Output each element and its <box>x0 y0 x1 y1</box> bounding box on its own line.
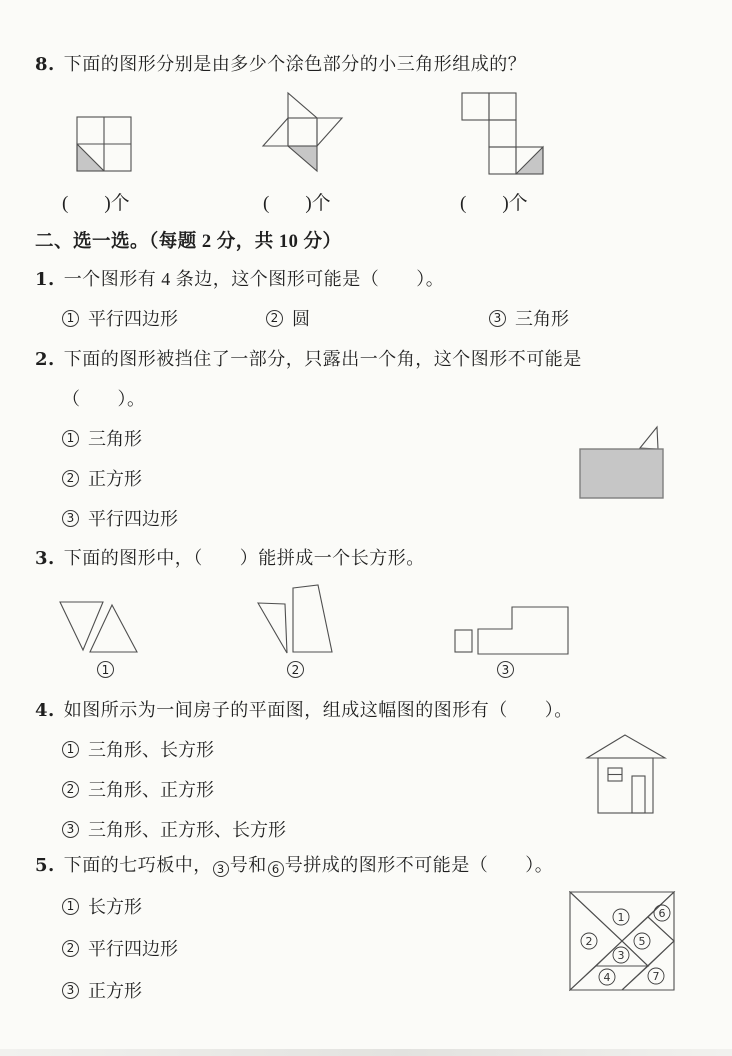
question-4 <box>35 696 573 722</box>
triangle-trapezoid-figure <box>253 580 341 660</box>
option-1-label: 三角形 <box>88 429 142 449</box>
q2-option-1 <box>62 425 142 451</box>
question-3-number: 3. <box>35 548 55 569</box>
question-5-text-p2: 号和 <box>229 855 267 875</box>
tangram-piece-5 <box>622 917 674 966</box>
tangram-label-1 <box>613 909 629 925</box>
circled-3: 3 <box>213 861 229 877</box>
q4-option-1 <box>62 736 214 762</box>
option-3-label: 平行四边形 <box>88 509 178 529</box>
tangram-label-4 <box>599 969 615 985</box>
covered-shape-figure <box>575 421 675 505</box>
q4-option-2 <box>62 776 214 802</box>
step-squares-figure <box>460 91 545 176</box>
option-2-label: 正方形 <box>88 469 142 489</box>
svg-text:1: 1 <box>617 911 625 924</box>
option-1-label: 三角形、长方形 <box>88 740 214 760</box>
circled-6: 6 <box>268 861 284 877</box>
answer-blank: ( )个 <box>460 193 528 214</box>
option-3-marker: 3 <box>62 510 79 527</box>
question-8-text: 下面的图形分别是由多少个涂色部分的小三角形组成的？ <box>63 54 527 74</box>
option-3-marker: 3 <box>62 821 79 838</box>
option-1 <box>62 305 266 331</box>
q5-option-1 <box>62 893 142 919</box>
option-1-label: 平行四边形 <box>88 309 178 329</box>
option-2-label: 平行四边形 <box>88 939 178 959</box>
question-2 <box>35 345 582 371</box>
option-2-marker: 2 <box>62 781 79 798</box>
answer-blank: ( )个 <box>62 193 130 214</box>
option-2 <box>266 305 489 331</box>
svg-text:3: 3 <box>617 949 625 962</box>
section-2-title: 二、选一选。（每题 2 分，共 10 分） <box>35 232 342 252</box>
svg-text:7: 7 <box>652 970 660 983</box>
roof-triangle <box>587 735 665 758</box>
svg-text:5: 5 <box>638 935 646 948</box>
option-1-marker: 1 <box>62 430 79 447</box>
tangram-piece-2 <box>570 892 622 990</box>
question-4-text: 如图所示为一间房子的平面图，组成这幅图的图形有（ ）。 <box>63 700 573 720</box>
question-3-text: 下面的图形中，（ ）能拼成一个长方形。 <box>63 548 425 568</box>
svg-text:6: 6 <box>658 907 666 920</box>
tangram-label-3 <box>613 947 629 963</box>
question-5-number: 5. <box>35 855 55 876</box>
option-1-marker: 1 <box>62 310 79 327</box>
question-1-options <box>62 305 569 331</box>
q4-option-3 <box>62 816 286 842</box>
scan-artifact <box>0 1049 732 1056</box>
option-3-marker: 3 <box>62 982 79 999</box>
option-3-label: 三角形 <box>515 309 569 329</box>
svg-text:4: 4 <box>603 971 611 984</box>
question-5-text-p1: 下面的七巧板中， <box>63 855 212 875</box>
question-5 <box>35 851 553 877</box>
option-2-label: 三角形、正方形 <box>88 780 214 800</box>
square-lshape-figure <box>450 600 575 660</box>
figure-1-label: 1 <box>97 661 114 678</box>
triangles-figure <box>52 592 142 658</box>
house-figure <box>583 727 673 819</box>
option-1-marker: 1 <box>62 898 79 915</box>
option-2-marker: 2 <box>62 470 79 487</box>
peeking-corner <box>640 427 658 449</box>
question-1-number: 1. <box>35 269 55 290</box>
tangram-label-6 <box>654 905 670 921</box>
option-1-label: 长方形 <box>88 897 142 917</box>
door <box>632 776 645 813</box>
answer-blank: ( )个 <box>263 193 331 214</box>
shaded-triangle <box>77 144 104 171</box>
question-4-number: 4. <box>35 700 55 721</box>
option-3-label: 三角形、正方形、长方形 <box>88 820 286 840</box>
question-3 <box>35 544 425 570</box>
shaded-triangle <box>516 147 543 174</box>
question-2-text-cont: （ ）。 <box>62 389 146 409</box>
question-1-text: 一个图形有 4 条边，这个图形可能是（ ）。 <box>63 269 445 289</box>
question-8-number: 8. <box>35 54 55 75</box>
tangram-label-5 <box>634 933 650 949</box>
option-3-marker: 3 <box>489 310 506 327</box>
q5-option-2 <box>62 935 178 961</box>
option-2-marker: 2 <box>62 940 79 957</box>
question-8 <box>35 50 526 76</box>
option-3-label: 正方形 <box>88 981 142 1001</box>
shaded-triangle <box>288 146 317 171</box>
q2-option-2 <box>62 465 142 491</box>
tangram-label-7 <box>648 968 664 984</box>
grid-square-figure <box>75 112 135 174</box>
figure-3-label: 3 <box>497 661 514 678</box>
option-2-marker: 2 <box>266 310 283 327</box>
q2-option-3 <box>62 505 178 531</box>
q5-option-3 <box>62 977 142 1003</box>
question-2-number: 2. <box>35 349 55 370</box>
question-1 <box>35 265 444 291</box>
tangram-figure <box>569 891 676 992</box>
question-5-text-p3: 号拼成的图形不可能是（ ）。 <box>284 855 554 875</box>
svg-text:2: 2 <box>585 935 593 948</box>
pinwheel-figure <box>258 86 346 176</box>
figure-2-label: 2 <box>287 661 304 678</box>
option-1-marker: 1 <box>62 741 79 758</box>
option-3 <box>489 305 569 331</box>
option-2-label: 圆 <box>292 309 310 329</box>
question-2-text: 下面的图形被挡住了一部分，只露出一个角，这个图形不可能是 <box>63 349 582 369</box>
tangram-label-2 <box>581 933 597 949</box>
covering-rectangle <box>580 449 663 498</box>
